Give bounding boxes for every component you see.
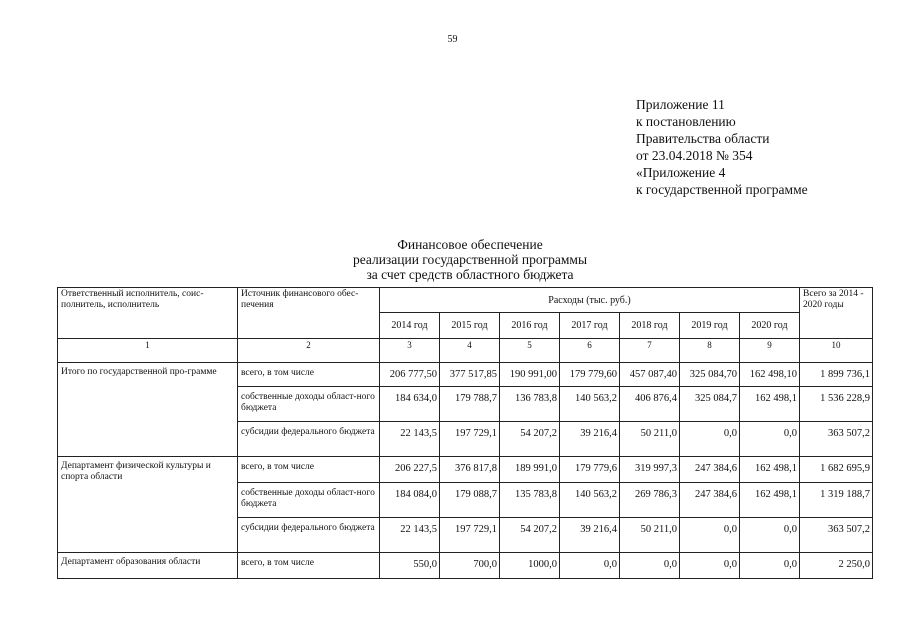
value-cell: 0,0 xyxy=(680,422,740,457)
value-cell: 197 729,1 xyxy=(440,518,500,553)
value-cell: 179 788,7 xyxy=(440,387,500,422)
value-cell: 247 384,6 xyxy=(680,457,740,483)
header-year: 2020 год xyxy=(740,313,800,339)
value-cell: 184 634,0 xyxy=(380,387,440,422)
source-cell: субсидии федерального бюджета xyxy=(238,422,380,457)
index-cell: 7 xyxy=(620,339,680,363)
value-cell: 0,0 xyxy=(560,553,620,579)
appendix-line: «Приложение 4 xyxy=(636,165,726,180)
index-cell: 5 xyxy=(500,339,560,363)
value-cell: 325 084,70 xyxy=(680,363,740,387)
value-cell: 22 143,5 xyxy=(380,422,440,457)
index-cell: 4 xyxy=(440,339,500,363)
total-cell: 363 507,2 xyxy=(800,422,873,457)
source-cell: всего, в том числе xyxy=(238,553,380,579)
financing-table xyxy=(57,287,873,579)
appendix-line: Правительства области xyxy=(636,131,770,146)
header-year: 2016 год xyxy=(500,313,560,339)
value-cell: 179 779,60 xyxy=(560,363,620,387)
value-cell: 325 084,7 xyxy=(680,387,740,422)
value-cell: 50 211,0 xyxy=(620,518,680,553)
value-cell: 179 779,6 xyxy=(560,457,620,483)
header-year: 2017 год xyxy=(560,313,620,339)
header-year: 2014 год xyxy=(380,313,440,339)
value-cell: 54 207,2 xyxy=(500,422,560,457)
value-cell: 162 498,1 xyxy=(740,457,800,483)
value-cell: 269 786,3 xyxy=(620,483,680,518)
value-cell: 319 997,3 xyxy=(620,457,680,483)
value-cell: 0,0 xyxy=(680,553,740,579)
header-year: 2015 год xyxy=(440,313,500,339)
executor-cell: Итого по государственной про-грамме xyxy=(58,363,238,457)
value-cell: 184 084,0 xyxy=(380,483,440,518)
header-expenses: Расходы (тыс. руб.) xyxy=(380,288,800,313)
value-cell: 247 384,6 xyxy=(680,483,740,518)
header-total: Всего за 2014 - 2020 годы xyxy=(800,288,873,339)
table-row xyxy=(58,363,873,387)
value-cell: 179 088,7 xyxy=(440,483,500,518)
source-cell: субсидии федерального бюджета xyxy=(238,518,380,553)
index-cell: 8 xyxy=(680,339,740,363)
value-cell: 162 498,1 xyxy=(740,387,800,422)
total-cell: 1 319 188,7 xyxy=(800,483,873,518)
value-cell: 162 498,1 xyxy=(740,483,800,518)
value-cell: 190 991,00 xyxy=(500,363,560,387)
header-year: 2019 год xyxy=(680,313,740,339)
value-cell: 0,0 xyxy=(740,518,800,553)
value-cell: 0,0 xyxy=(740,422,800,457)
source-cell: всего, в том числе xyxy=(238,457,380,483)
appendix-line: от 23.04.2018 № 354 xyxy=(636,148,753,163)
value-cell: 135 783,8 xyxy=(500,483,560,518)
value-cell: 550,0 xyxy=(380,553,440,579)
title-line: реализации государственной программы xyxy=(352,252,588,267)
value-cell: 197 729,1 xyxy=(440,422,500,457)
header-year: 2018 год xyxy=(620,313,680,339)
value-cell: 39 216,4 xyxy=(560,422,620,457)
value-cell: 457 087,40 xyxy=(620,363,680,387)
value-cell: 377 517,85 xyxy=(440,363,500,387)
appendix-line: к государственной программе xyxy=(636,182,808,197)
index-cell: 3 xyxy=(380,339,440,363)
value-cell: 1000,0 xyxy=(500,553,560,579)
index-cell: 9 xyxy=(740,339,800,363)
header-executor: Ответственный исполнитель, соис-полнитель, исполнитель xyxy=(58,288,238,339)
index-cell: 2 xyxy=(238,339,380,363)
value-cell: 136 783,8 xyxy=(500,387,560,422)
value-cell: 162 498,10 xyxy=(740,363,800,387)
source-cell: всего, в том числе xyxy=(238,363,380,387)
source-cell: собственные доходы област-ного бюджета xyxy=(238,483,380,518)
table-row xyxy=(58,553,873,579)
title-line: Финансовое обеспечение xyxy=(397,237,543,252)
value-cell: 39 216,4 xyxy=(560,518,620,553)
value-cell: 0,0 xyxy=(620,553,680,579)
total-cell: 1 682 695,9 xyxy=(800,457,873,483)
document-title xyxy=(290,237,650,282)
page-number: 59 xyxy=(447,34,458,45)
value-cell: 189 991,0 xyxy=(500,457,560,483)
title-line: за счет средств областного бюджета xyxy=(366,267,574,282)
appendix-line: к постановлению xyxy=(636,114,736,129)
value-cell: 0,0 xyxy=(740,553,800,579)
header-source: Источник финансового обес-печения xyxy=(238,288,380,339)
index-cell: 1 xyxy=(58,339,238,363)
index-cell: 6 xyxy=(560,339,620,363)
value-cell: 54 207,2 xyxy=(500,518,560,553)
value-cell: 206 777,50 xyxy=(380,363,440,387)
executor-cell: Департамент образования области xyxy=(58,553,238,579)
value-cell: 406 876,4 xyxy=(620,387,680,422)
table-row xyxy=(58,457,873,483)
appendix-header xyxy=(636,96,808,198)
value-cell: 0,0 xyxy=(680,518,740,553)
executor-cell: Департамент физической культуры и спорта области xyxy=(58,457,238,553)
value-cell: 22 143,5 xyxy=(380,518,440,553)
value-cell: 140 563,2 xyxy=(560,483,620,518)
total-cell: 2 250,0 xyxy=(800,553,873,579)
appendix-line: Приложение 11 xyxy=(636,97,725,112)
value-cell: 376 817,8 xyxy=(440,457,500,483)
index-row xyxy=(58,339,873,363)
value-cell: 206 227,5 xyxy=(380,457,440,483)
source-cell: собственные доходы област-ного бюджета xyxy=(238,387,380,422)
total-cell: 1 536 228,9 xyxy=(800,387,873,422)
value-cell: 140 563,2 xyxy=(560,387,620,422)
index-cell: 10 xyxy=(800,339,873,363)
total-cell: 363 507,2 xyxy=(800,518,873,553)
value-cell: 700,0 xyxy=(440,553,500,579)
total-cell: 1 899 736,1 xyxy=(800,363,873,387)
value-cell: 50 211,0 xyxy=(620,422,680,457)
